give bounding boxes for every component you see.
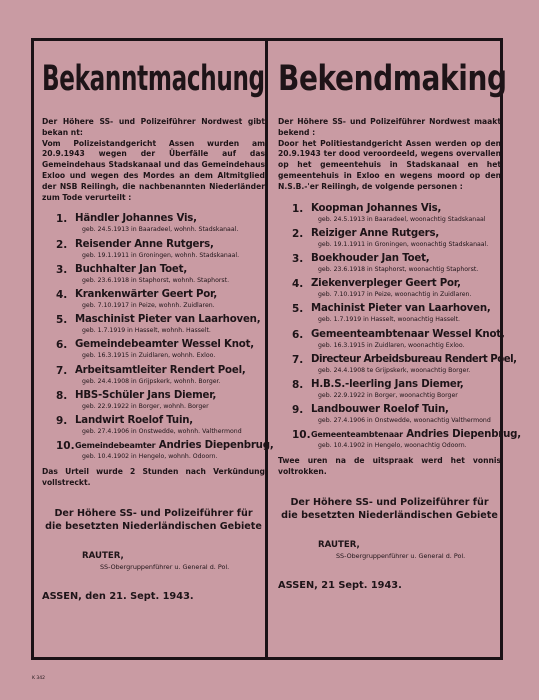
list-item (278, 379, 501, 404)
item-detail: geb. 24.5.1913 in Baaradeel, woonachtig Stadskanaal (318, 215, 486, 223)
item-name: Reisender Anne Rutgers, (75, 238, 214, 250)
item-name: Krankenwärter Geert Por, (75, 288, 218, 300)
dutch-victim-list (278, 202, 521, 455)
item-person: Andries Diepenbrug, (402, 429, 521, 441)
authority-line-1: Der Höhere SS- und Polizeiführer für (54, 508, 253, 520)
item-number: 4. (56, 288, 68, 301)
item-number: 9. (292, 404, 304, 417)
list-item (278, 328, 505, 354)
item-number: 4. (292, 278, 304, 291)
german-authority (42, 508, 265, 533)
list-item (278, 228, 501, 253)
item-detail: geb. 22.9.1922 in Borger, woonachtig Borger (318, 391, 458, 399)
item-detail: geb. 16.3.1915 in Zuidlaren, woonachtig Exloo. (318, 341, 465, 349)
authority-line-2: die besetzten Niederländischen Gebiete (281, 509, 498, 521)
list-item (42, 415, 265, 440)
dutch-intro-line-1: Der Höhere SS- und Polizeiführer Nordwest maakt bekend : (278, 117, 501, 137)
item-number: 5. (56, 314, 68, 327)
item-detail: geb. 27.4.1906 in Onstwedde, wohnh. Valthermond (82, 427, 242, 435)
list-item (278, 353, 517, 379)
german-rank: SS-Obergruppenführer u. General d. Pol. (100, 563, 230, 572)
item-name (311, 429, 521, 440)
item-name: Gemeenteambtenaar Wessel Knot, (311, 328, 505, 340)
german-signer: RAUTER, (82, 551, 124, 562)
item-name: Buchhalter Jan Toet, (75, 263, 187, 275)
item-name: Koopman Johannes Vis, (311, 202, 442, 214)
item-number: 5. (292, 303, 304, 316)
item-name: Landwirt Roelof Tuin, (75, 414, 193, 426)
authority-line-1: Der Höhere SS- und Polizeiführer für (290, 497, 489, 509)
item-number: 2. (56, 238, 68, 251)
dutch-intro (278, 117, 501, 193)
dutch-authority (278, 497, 501, 522)
item-detail: geb. 10.4.1902 in Hengelo, wohnh. Odoorn. (82, 453, 218, 461)
item-detail: geb. 10.4.1902 in Hengelo, woonachtig Odoorn. (318, 442, 467, 450)
dutch-place-date: ASSEN, 21 Sept. 1943. (278, 580, 402, 592)
item-detail: geb. 24.4.1908 in Grijpskerk, wohnh. Borger. (82, 377, 221, 385)
dutch-column (278, 41, 521, 592)
dutch-signer: RAUTER, (318, 540, 360, 551)
item-detail: geb. 1.7.1919 in Hasselt, woonachtig Hasselt. (318, 316, 461, 324)
german-intro (42, 117, 265, 203)
list-item (42, 239, 265, 264)
item-number: 1. (292, 202, 304, 215)
item-name (75, 440, 274, 451)
authority-line-2: die besetzten Niederländischen Gebiete (45, 520, 262, 532)
item-detail: geb. 27.4.1906 in Onstwedde, woonachtig Valthermond (318, 417, 491, 425)
item-number: 8. (56, 389, 68, 402)
item-name: Machinist Pieter van Laarhoven, (311, 303, 491, 315)
list-item (278, 429, 521, 454)
item-number: 2. (292, 227, 304, 240)
item-detail: geb. 1.7.1919 in Hasselt, wohnh. Hasselt. (82, 327, 211, 335)
list-item (278, 253, 501, 278)
german-column (42, 41, 274, 603)
item-number: 9. (56, 414, 68, 427)
list-item (42, 390, 265, 415)
item-detail: geb. 23.6.1918 in Staphorst, wohnh. Staphorst. (82, 276, 230, 284)
list-item (42, 440, 274, 465)
german-place-date: ASSEN, den 21. Sept. 1943. (42, 591, 194, 603)
item-number: 3. (56, 263, 68, 276)
dutch-title: Bekendmaking (278, 59, 507, 99)
item-name: H.B.S.-leerling Jans Diemer, (311, 378, 464, 390)
item-name: Händler Johannes Vis, (75, 213, 197, 225)
list-item (278, 278, 501, 303)
dutch-intro-line-2: Door het Politiestandgericht Assen werden op den 20.9.1943 ter dood veroordeeld, wegens overvallen op het gemeentehuis in Stadskanaal en het gemeentehuis in Exloo en wegens moord op den N.S.B.-'er Reilingh, de volgende personen : (278, 138, 501, 191)
list-item (278, 303, 501, 328)
item-detail: geb. 24.4.1908 te Grijpskerk, woonachtig Borger. (318, 366, 471, 374)
item-detail: geb. 7.10.1917 in Peize, wohnh. Zuidlaren. (82, 301, 215, 309)
item-name: Landbouwer Roelof Tuin, (311, 404, 449, 416)
item-number: 1. (56, 213, 68, 226)
column-divider (265, 38, 268, 660)
item-number: 3. (292, 252, 304, 265)
item-name: Arbeitsamtleiter Rendert Poel, (75, 364, 246, 376)
item-name: Gemeindebeamter Wessel Knot, (75, 339, 254, 351)
item-name: Maschinist Pieter van Laarhoven, (75, 314, 261, 326)
german-closing: Das Urteil wurde 2 Stunden nach Verkündung vollstreckt. (42, 467, 265, 487)
item-number: 7. (292, 353, 304, 366)
print-code: K 342 (32, 676, 45, 681)
item-name: Ziekenverpleger Geert Por, (311, 278, 461, 290)
dutch-rank: SS-Obergruppenführer u. General d. Pol. (336, 552, 466, 561)
item-name: Reiziger Anne Rutgers, (311, 227, 440, 239)
item-detail: geb. 19.1.1911 in Groningen, woonachtig Stadskanaal. (318, 240, 489, 248)
list-item (42, 264, 265, 289)
list-item (42, 213, 265, 238)
item-number: 10. (292, 429, 311, 442)
item-number: 10. (56, 440, 75, 453)
item-number: 6. (292, 328, 304, 341)
list-item (42, 365, 265, 390)
german-title: Bekanntmachung (42, 59, 265, 99)
list-item (42, 339, 265, 364)
list-item (278, 203, 501, 228)
item-number: 7. (56, 364, 68, 377)
item-detail: geb. 7.10.1917 in Peize, woonachtig in Zuidlaren. (318, 291, 472, 299)
item-name: HBS-Schüler Jans Diemer, (75, 389, 217, 401)
item-number: 6. (56, 339, 68, 352)
item-detail: geb. 19.1.1911 in Groningen, wohnh. Stadskanaal. (82, 251, 240, 259)
list-item (42, 314, 265, 339)
item-title: Gemeindebeamter (75, 441, 156, 451)
dutch-closing: Twee uren na de uitspraak werd het vonnis voltrokken. (278, 456, 501, 476)
german-intro-line-2: Vom Polizeistandgericht Assen wurden am 20.9.1943 wegen der Überfälle auf das Gemeindehaus Stadskanaal und das Gemeindehaus Exloo und wegen des Mordes an dem Altmitglied der NSB Reilingh, die nachbenannten Niederländer zum Tode verurteilt : (42, 138, 265, 202)
list-item (42, 289, 265, 314)
item-name: Directeur Arbeidsbureau Rendert Poel, (311, 353, 517, 365)
item-detail: geb. 16.3.1915 in Zuidlaren, wohnh. Exloo. (82, 352, 216, 360)
german-victim-list (42, 213, 274, 465)
item-number: 8. (292, 378, 304, 391)
item-detail: geb. 23.6.1918 in Staphorst, woonachtig Staphorst. (318, 265, 479, 273)
list-item (278, 404, 501, 429)
item-title: Gemeenteambtenaar (311, 430, 403, 440)
item-detail: geb. 22.9.1922 in Borger, wohnh. Borger (82, 402, 209, 410)
german-intro-line-1: Der Höhere SS- und Polizeiführer Nordwest gibt bekan nt: (42, 117, 265, 137)
item-detail: geb. 24.5.1913 in Baaradeel, wohnh. Stadskanaal. (82, 226, 239, 234)
item-person: Andries Diepenbrug, (155, 440, 274, 452)
item-name: Boekhouder Jan Toet, (311, 252, 430, 264)
